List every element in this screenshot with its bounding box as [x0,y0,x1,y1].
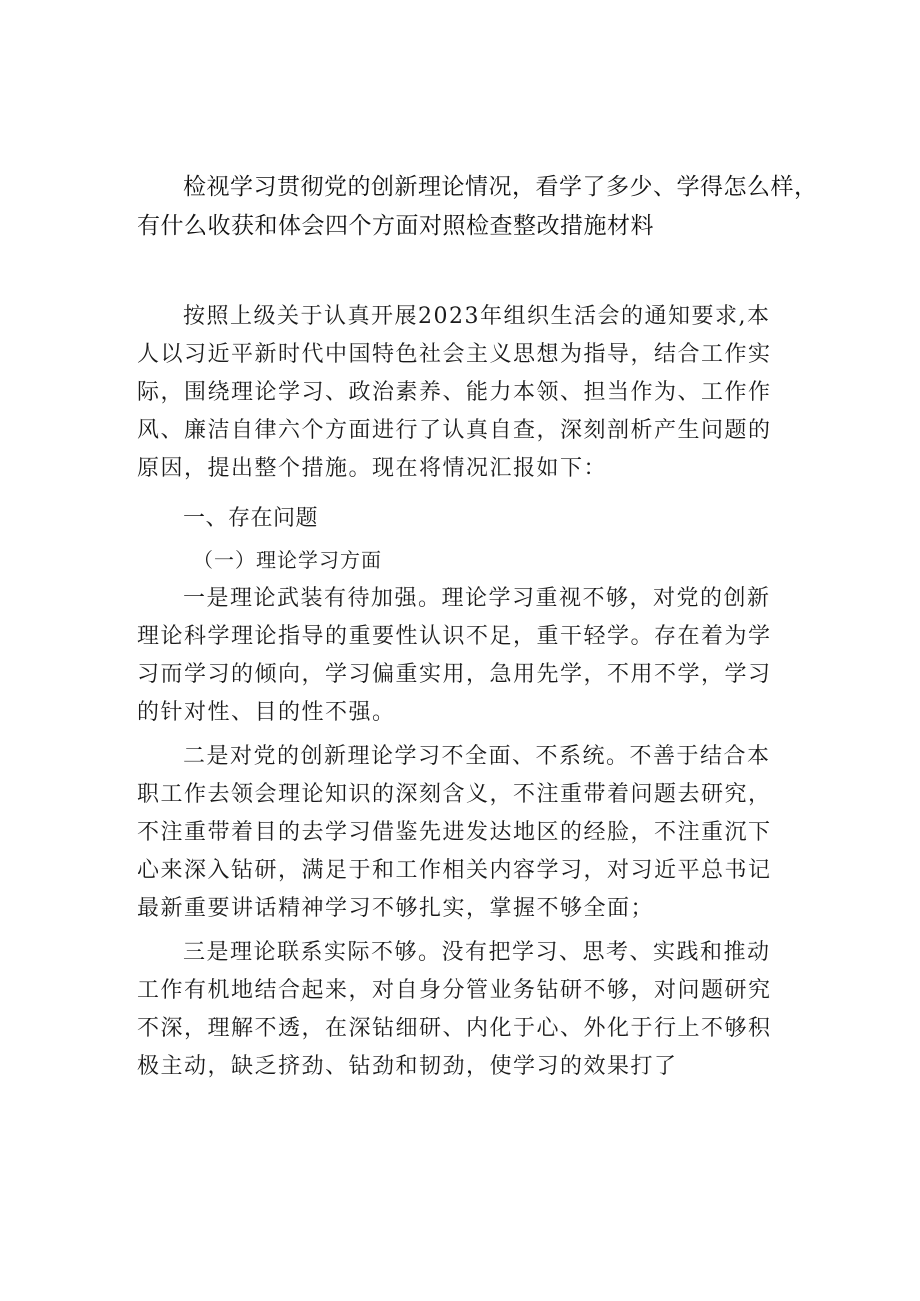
document-title [137,168,837,246]
problem-item-2: 二是对党的创新理论学习不全面、不系统。不善于结合本职工作去领会理论知识的深刻含义，不注重带着问题去研究，不注重带着目的去学习借鉴先进发达地区的经脸，不注重沉下心来深入钻研，满足于和工作相关内容学习，对习近平总书记最新重要讲话精神学习不够扎实，掌握不够全面； [137,744,772,921]
problem-item-1: 一是理论武装有待加强。理论学习重视不够，对党的创新理论科学理论指导的重要性认识不足，重干轻学。存在着为学习而学习的倾向，学习偏重实用，急用先学，不用不学，学习的针对性、目的性不强。 [137,586,772,725]
title-line-2: 有什么收获和体会四个方面对照检查整改措施材料 [137,213,654,239]
title-line-1: 检视学习贯彻党的创新理论情况，看学了多少、学得怎么样， [183,174,818,200]
subsection-heading-theory: （一）理论学习方面 [193,548,382,572]
intro-paragraph: 按照上级关于认真开展2023年组织生活会的通知要求,本人以习近平新时代中国特色社会主义思想为指导，结合工作实际，围绕理论学习、政治素养、能力本领、担当作为、工作作风、廉洁自律六个方面进行了认真自查，深刻剖析产生问题的原因，提出整个措施。现在将情况汇报如下： [137,304,772,481]
problem-item-3: 三是理论联系实际不够。没有把学习、思考、实践和推动工作有机地结合起来，对自身分管业务钻研不够，对问题研究不深，理解不透，在深钻细研、内化于心、外化于行上不够积极主动，缺乏挤劲、钻劲和韧劲，使学习的效果打了 [137,940,772,1079]
document-body [137,298,791,1086]
section-heading-problems: 一、存在问题 [183,506,319,531]
